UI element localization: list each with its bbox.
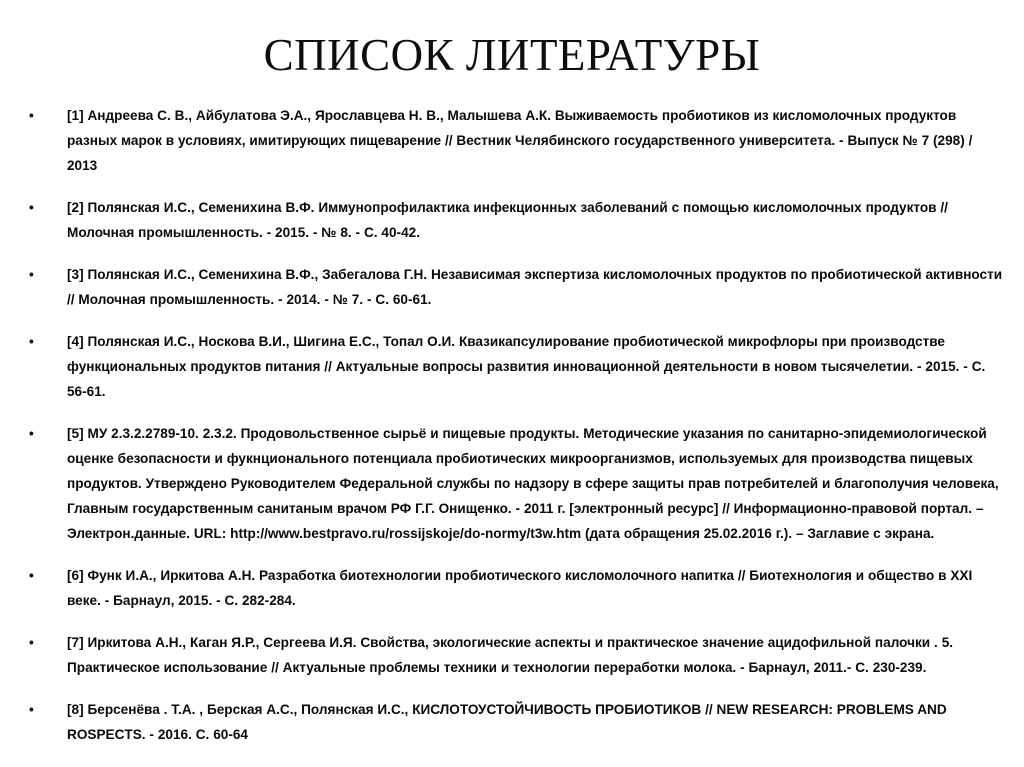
reference-text: [7] Иркитова А.Н., Каган Я.Р., Сергеева И.Я. Свойства, экологические аспекты и практическое значение ацидофильной палочки . 5. Практическое использование // Актуальные проблемы техники и технологии переработки молока. - Барнаул, 2011.- С. 230-239. [67,635,954,675]
bullet-icon: • [29,702,34,717]
bullet-icon: • [29,334,34,349]
page-title: СПИСОК ЛИТЕРАТУРЫ [263,30,761,80]
bullet-icon: • [29,426,34,441]
bullet-icon: • [29,568,34,583]
list-item [22,563,1004,613]
reference-text: [8] Берсенёва . Т.А. , Берская А.С., Полянская И.С., КИСЛОТОУСТОЙЧИВОСТЬ ПРОБИОТИКОВ // NEW RESEARCH: PROBLEMS AND ROSPECTS. - 2016. С. 60-64 [67,702,947,742]
bullet-icon: • [29,267,34,282]
reference-text: [2] Полянская И.С., Семенихина В.Ф. Иммунопрофилактика инфекционных заболеваний с помощью кисломолочных продуктов // Молочная промышленность. - 2015. - № 8. - С. 40-42. [67,200,948,240]
reference-text: [3] Полянская И.С., Семенихина В.Ф., Забегалова Г.Н. Независимая экспертиза кисломолочных продуктов по пробиотической активности // Молочная промышленность. - 2014. - № 7. - С. 60-61. [67,267,1003,307]
reference-text: [4] Полянская И.С., Носкова В.И., Шигина Е.С., Топал О.И. Квазикапсулирование пробиотической микрофлоры при производстве функциональных продуктов питания // Актуальные вопросы развития инновационной деятельности в новом тысячелетии. - 2015. - С. 56-61. [67,334,986,399]
list-item [22,329,1004,404]
list-item [22,195,1004,245]
reference-text: [6] Функ И.А., Иркитова А.Н. Разработка биотехнологии пробиотического кисломолочного напитка // Биотехнология и общество в XXI веке. - Барнаул, 2015. - С. 282-284. [67,568,973,608]
bullet-icon: • [29,108,34,123]
reference-list [22,103,1004,747]
list-item [22,103,1004,178]
reference-text: [1] Андреева С. В., Айбулатова Э.А., Ярославцева Н. В., Малышева А.К. Выживаемость пробиотиков из кисломолочных продуктов разных марок в условиях, имитирующих пищеварение // Вестник Челябинского государственного университета. - Выпуск № 7 (298) / 2013 [67,108,973,173]
list-item [22,421,1004,546]
list-item [22,697,1004,747]
bullet-icon: • [29,635,34,650]
reference-text: [5] МУ 2.3.2.2789-10. 2.3.2. Продовольственное сырьё и пищевые продукты. Методические указания по санитарно-эпидемиологической оценке безопасности и фукнционального потенциала пробиотических микроорганизмов, используемых для производства пищевых продуктов. Утверждено Руководителем Федеральной службы по надзору в сфере защиты прав потребителей и благополучия человека, Главным государственным санитаным врачом РФ Г.Г. Онищенко. - 2011 г. [электронный ресурс] // Информационно-правовой портал. – Электрон.данные. URL: http://www.bestpravo.ru/rossijskoje/do-normy/t3w.htm (дата обращения 25.02.2016 г.). – Заглавие с экрана. [67,426,999,541]
list-item [22,630,1004,680]
list-item [22,262,1004,312]
bullet-icon: • [29,200,34,215]
